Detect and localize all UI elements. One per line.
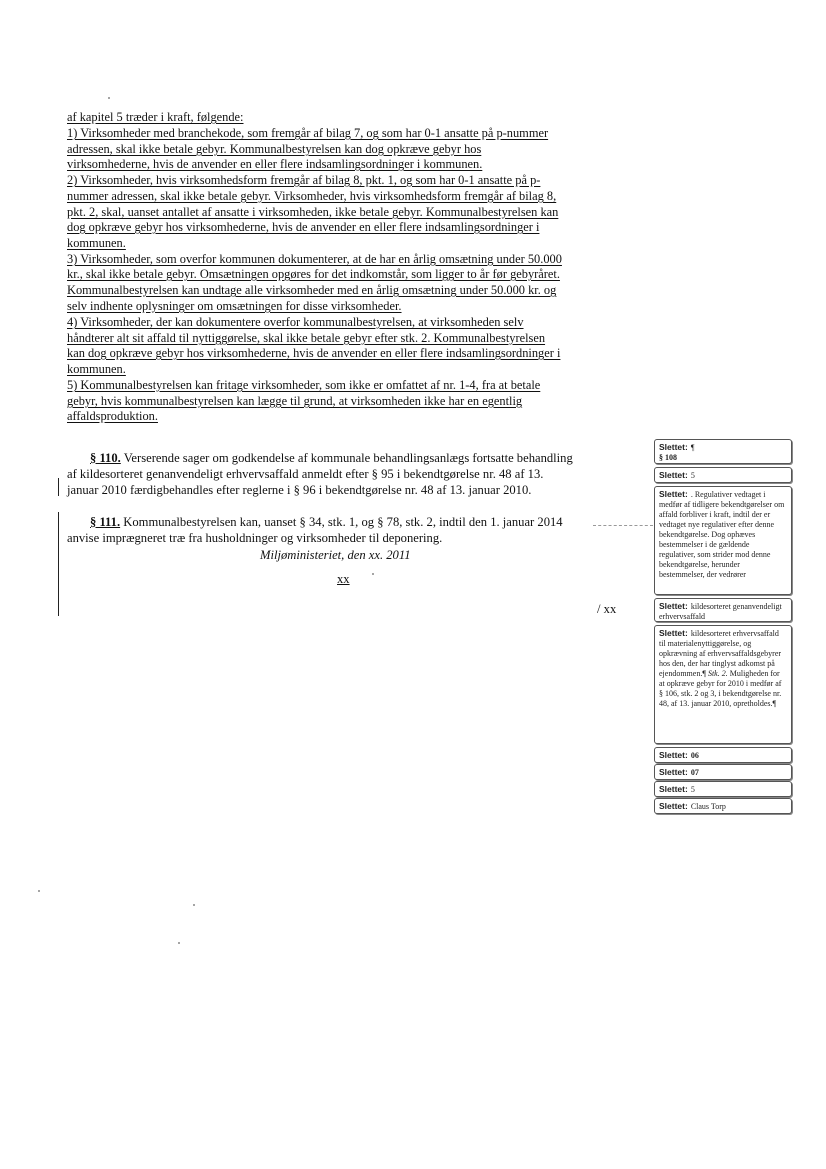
- comment-label: Slettet:: [659, 784, 688, 794]
- comment-balloon[interactable]: [654, 598, 792, 622]
- change-bar: [58, 478, 59, 496]
- signature-initials-right: / xx: [597, 602, 617, 616]
- comment-text: . Regulativer vedtaget i medfør af tidligere bekendtgørelser om affald forbliver i kraft, indtil der er vedtaget nye regulativer efter denne bekendtgørelse. Dog ophæves bestemmelser i de gældende regulativer, som strider mod denne bekendtgørelse, herunder bestemmelser, der vedrører: [659, 490, 785, 579]
- amendment-line: 1) Virksomheder med branchekode, som fremgår af bilag 7, og som har 0-1 ansatte på p-nummer: [67, 126, 549, 140]
- comment-label: Slettet:: [659, 801, 688, 811]
- amendment-line: 4) Virksomheder, der kan dokumentere overfor kommunalbestyrelsen, at virksomheden selv: [67, 315, 524, 329]
- scan-speck: [193, 904, 195, 906]
- amendment-line: kr., skal ikke betale gebyr. Omsætningen opgøres for det indkomstår, som ligger to år før gebyråret.: [67, 267, 560, 281]
- amendment-line: nummer adressen, skal ikke betale gebyr. Virksomheder, hvis virksomhedsform fremgår af bilag 8,: [67, 189, 557, 203]
- amendment-line: 2) Virksomheder, hvis virksomhedsform fremgår af bilag 8, pkt. 1, og som har 0-1 ansatte på p-: [67, 173, 541, 187]
- comment-balloon[interactable]: [654, 781, 792, 797]
- amendment-line: adressen, skal ikke betale gebyr. Kommunalbestyrelsen kan dog opkræve gebyr hos: [67, 142, 482, 156]
- comment-text: § 108: [659, 453, 677, 462]
- comment-text: ¶: [690, 443, 695, 452]
- paragraph-number: § 111.: [90, 515, 121, 529]
- paragraph-line: anvise imprægneret træ fra husholdninger og virksomheder til deponering.: [67, 531, 443, 545]
- change-bar: [58, 512, 59, 616]
- amendment-line: gebyr, hvis kommunalbestyrelsen kan lægge til grund, at virksomheden ikke har en egentlig: [67, 394, 523, 408]
- paragraph-line: af kildesorteret genanvendeligt erhvervsaffald anmeldt efter § 95 i bekendtgørelse nr. 48 af 13.: [67, 467, 544, 481]
- comment-label: Slettet:: [659, 489, 688, 499]
- comment-balloon[interactable]: [654, 625, 792, 744]
- amendment-line: kommunen.: [67, 362, 126, 376]
- comment-label: Slettet:: [659, 442, 688, 452]
- amendment-line: håndterer alt sit affald til nyttiggørelse, skal ikke betale gebyr efter stk. 2. Kommunalbestyrelsen: [67, 331, 546, 345]
- comment-text: 5: [690, 471, 695, 480]
- comment-balloon[interactable]: [654, 798, 792, 814]
- amendment-line: af kapitel 5 træder i kraft, følgende:: [67, 110, 244, 124]
- amendment-line: kan dog opkræve gebyr hos virksomhederne, hvis de anvender en eller flere indsamlingsordninger i: [67, 346, 561, 360]
- comment-balloon[interactable]: [654, 486, 792, 595]
- amendment-line: kommunen.: [67, 236, 126, 250]
- amendment-line: dog opkræve gebyr hos virksomhederne, hvis de anvender en eller flere indsamlingsordninger i: [67, 220, 540, 234]
- comment-label: Slettet:: [659, 767, 688, 777]
- comment-text: 5: [690, 785, 695, 794]
- comment-balloon[interactable]: [654, 467, 792, 483]
- comment-text: kildesorteret erhvervsaffald til materialenyttiggørelse, og opkrævning af erhvervsaffaldsgebyrer hos den, der har tinglyst adkomst på ejendommen.¶: [659, 629, 782, 678]
- amendment-line: pkt. 2, skal, uanset antallet af ansatte i virksomheden, ikke betale gebyr. Kommunalbestyrelsen kan: [67, 205, 559, 219]
- comment-text: kildesorteret genanvendeligt erhvervsaffald: [659, 602, 782, 621]
- amendment-line: 3) Virksomheder, som overfor kommunen dokumenterer, at de har en årlig omsætning under 50.000: [67, 252, 562, 266]
- amendment-line: 5) Kommunalbestyrelsen kan fritage virksomheder, som ikke er omfattet af nr. 1-4, fra at betale: [67, 378, 541, 392]
- scan-speck: [178, 942, 180, 944]
- comment-connector: [593, 525, 653, 526]
- paragraph-line: januar 2010 færdigbehandles efter reglerne i § 96 i bekendtgørelse nr. 48 af 13. januar 2010.: [67, 483, 532, 497]
- scan-speck: [372, 573, 374, 575]
- paragraph-number: § 110.: [90, 451, 121, 465]
- scan-speck: [38, 890, 40, 892]
- comment-balloon[interactable]: [654, 439, 792, 464]
- amendment-line: affaldsproduktion.: [67, 409, 158, 423]
- signature-initials: xx: [337, 572, 350, 586]
- comment-label: Slettet:: [659, 628, 688, 638]
- comment-text: 06: [690, 751, 699, 760]
- amendment-line: selv indhente oplysninger om omsætningen for disse virksomheder.: [67, 299, 402, 313]
- comment-text: Muligheden for at opkræve gebyr for 2010 i medfør af § 106, stk. 2 og 3, i bekendtgørelse nr. 48, af 13. januar 2010, opretholdes.¶: [659, 669, 782, 708]
- comment-balloon[interactable]: [654, 764, 792, 780]
- comment-label: Slettet:: [659, 601, 688, 611]
- comment-label: Slettet:: [659, 470, 688, 480]
- comment-text: Stk. 2.: [707, 669, 728, 678]
- amendment-line: Kommunalbestyrelsen kan undtage alle virksomheder med en årlig omsætning under 50.000 kr. og: [67, 283, 557, 297]
- paragraph-text: Kommunalbestyrelsen kan, uanset § 34, stk. 1, og § 78, stk. 2, indtil den 1. januar 2014: [123, 515, 563, 529]
- comment-label: Slettet:: [659, 750, 688, 760]
- amendment-line: virksomhederne, hvis de anvender en eller flere indsamlingsordninger i kommunen.: [67, 157, 483, 171]
- paragraph-line: [90, 514, 563, 530]
- comment-balloon[interactable]: [654, 747, 792, 763]
- scan-speck: [108, 97, 110, 99]
- paragraph-text: Verserende sager om godkendelse af kommunale behandlingsanlægs fortsatte behandling: [123, 451, 573, 465]
- signature-ministry: Miljøministeriet, den xx. 2011: [260, 548, 411, 562]
- comment-text: Claus Torp: [690, 802, 726, 811]
- paragraph-line: [90, 450, 573, 466]
- comment-text: 07: [690, 768, 699, 777]
